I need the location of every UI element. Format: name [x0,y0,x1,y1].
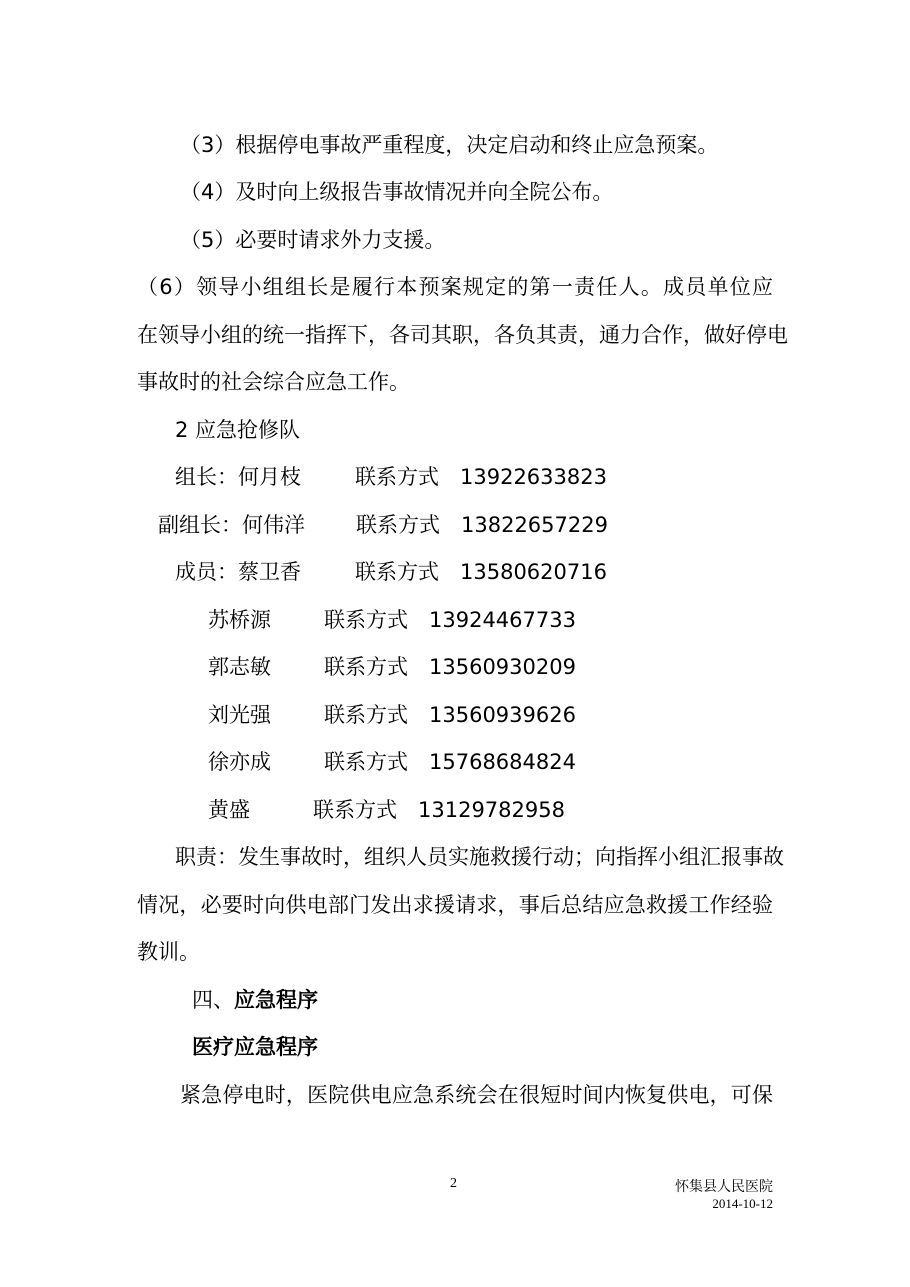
contact-phone: 13560939626 [429,703,576,727]
paragraph-item-5: （5）必要时请求外力支援。 [180,228,446,252]
contact-phone: 13560930209 [429,655,576,679]
contact-name: 副组长：何伟洋 [158,513,305,537]
contact-label: 联系方式 [355,560,439,584]
contact-phone: 13822657229 [461,513,608,537]
section-prefix: 四、 [192,988,234,1012]
subsection-heading: 医疗应急程序 [192,1035,318,1059]
duty-line-1: 职责：发生事故时，组织人员实施救援行动；向指挥小组汇报事故 [175,845,784,869]
contact-name: 郭志敏 [208,655,271,679]
paragraph-item-6-line-2: 在领导小组的统一指挥下，各司其职，各负其责，通力合作，做好停电 [137,323,788,347]
contact-phone: 13129782958 [418,798,565,822]
paragraph-item-4: （4）及时向上级报告事故情况并向全院公布。 [180,180,614,204]
footer-organization: 怀集县人民医院 [675,1179,773,1195]
paragraph-item-3: （3）根据停电事故严重程度，决定启动和终止应急预案。 [180,133,719,157]
contact-label: 联系方式 [313,798,397,822]
section-heading [192,985,318,1015]
contact-label: 联系方式 [324,608,408,632]
contact-label: 联系方式 [324,750,408,774]
section-title: 应急程序 [234,988,318,1012]
paragraph-item-6-line-1: （6）领导小组组长是履行本预案规定的第一责任人。成员单位应 [137,275,773,299]
contact-name: 苏桥源 [208,608,271,632]
contact-name: 成员：蔡卫香 [175,560,301,584]
contact-label: 联系方式 [356,513,440,537]
page-number: 2 [450,1176,457,1191]
contact-name: 黄盛 [208,798,250,822]
contact-phone: 15768684824 [429,750,576,774]
contact-name: 刘光强 [208,703,271,727]
contact-phone: 13924467733 [429,608,576,632]
team-title: 2 应急抢修队 [175,418,301,442]
duty-line-2: 情况，必要时向供电部门发出求援请求，事后总结应急救援工作经验 [137,893,773,917]
contact-phone: 13922633823 [460,465,607,489]
duty-line-3: 教训。 [137,940,200,964]
paragraph-item-6-line-3: 事故时的社会综合应急工作。 [137,370,410,394]
contact-label: 联系方式 [355,465,439,489]
contact-label: 联系方式 [324,703,408,727]
procedure-paragraph-line-1: 紧急停电时，医院供电应急系统会在很短时间内恢复供电，可保 [180,1083,773,1107]
contact-name: 组长：何月枝 [175,465,301,489]
contact-name: 徐亦成 [208,750,271,774]
contact-label: 联系方式 [324,655,408,679]
footer-date: 2014-10-12 [712,1196,773,1211]
contact-phone: 13580620716 [460,560,607,584]
